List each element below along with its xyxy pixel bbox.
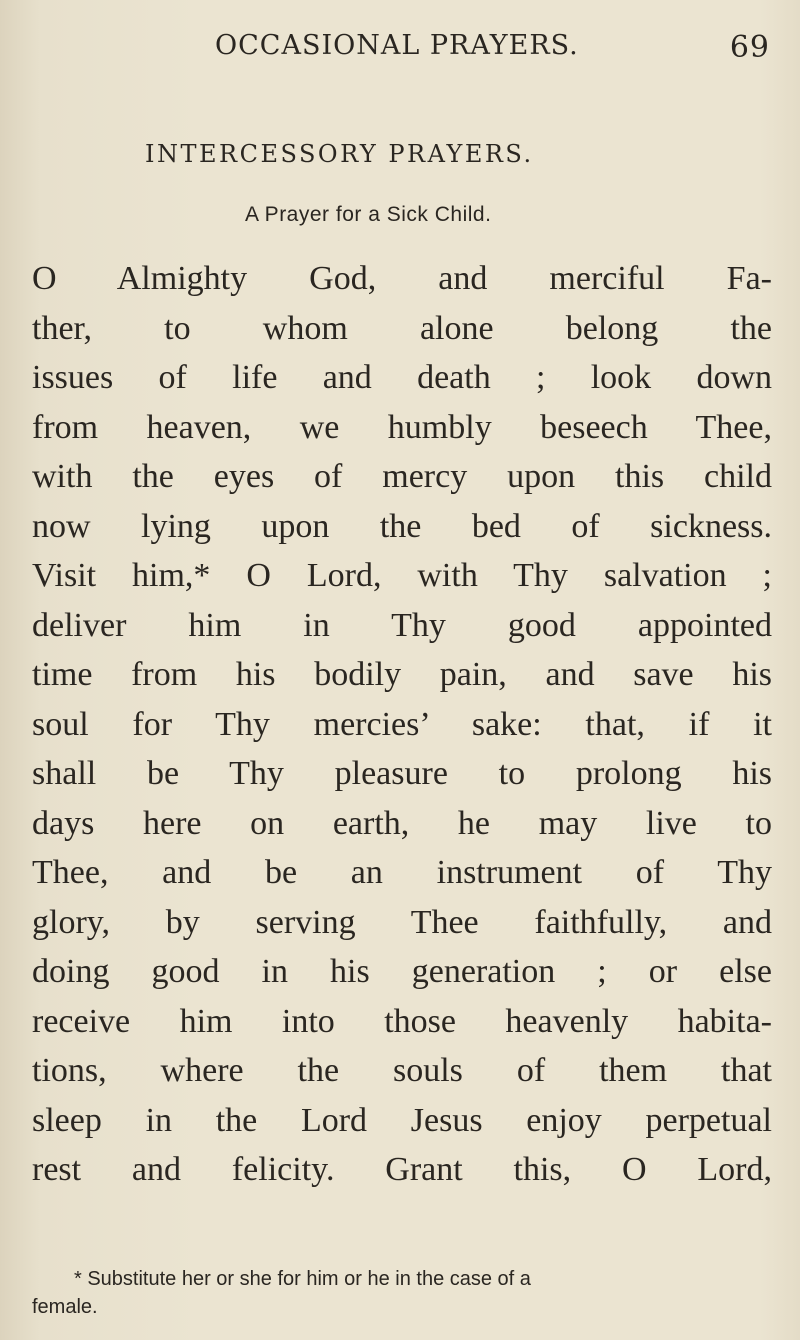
- body-line: deliver him in Thy good appointed: [32, 606, 772, 644]
- footnote: [32, 1265, 772, 1321]
- body-line: ther, to whom alone belong the: [32, 309, 772, 347]
- prayer-body: [32, 254, 772, 1195]
- body-line: issues of life and death ; look down: [32, 359, 772, 396]
- body-line: tions, where the souls of them that: [32, 1052, 772, 1089]
- running-title: OCCASIONAL PRAYERS.: [215, 30, 579, 61]
- body-line: rest and felicity. Grant this, O Lord,: [32, 1151, 772, 1188]
- body-line: from heaven, we humbly beseech Thee,: [32, 408, 772, 446]
- body-line: O Almighty God, and merciful Fa-: [32, 260, 772, 297]
- body-line: shall be Thy pleasure to prolong his: [32, 755, 772, 792]
- section-title: INTERCESSORY PRAYERS.: [145, 140, 534, 168]
- body-line: time from his bodily pain, and save his: [32, 656, 772, 693]
- body-line: doing good in his generation ; or else: [32, 953, 772, 990]
- footnote-line-1: * Substitute her or she for him or he in the case of a: [74, 1268, 531, 1290]
- body-line: glory, by serving Thee faithfully, and: [32, 903, 772, 941]
- body-line: with the eyes of mercy upon this child: [32, 458, 772, 495]
- body-line: soul for Thy mercies’ sake: that, if it: [32, 705, 772, 743]
- body-line: now lying upon the bed of sickness.: [32, 507, 772, 545]
- body-line: sleep in the Lord Jesus enjoy perpetual: [32, 1101, 772, 1139]
- page-number: 69: [729, 30, 770, 65]
- body-line: receive him into those heavenly habita-: [32, 1002, 772, 1040]
- running-header: [215, 30, 770, 70]
- body-line: Visit him,* O Lord, with Thy salvation ;: [32, 557, 772, 594]
- prayer-title: A Prayer for a Sick Child.: [245, 203, 492, 226]
- body-line: Thee, and be an instrument of Thy: [32, 854, 772, 891]
- body-line: days here on earth, he may live to: [32, 804, 772, 842]
- footnote-line-2: female.: [32, 1296, 98, 1318]
